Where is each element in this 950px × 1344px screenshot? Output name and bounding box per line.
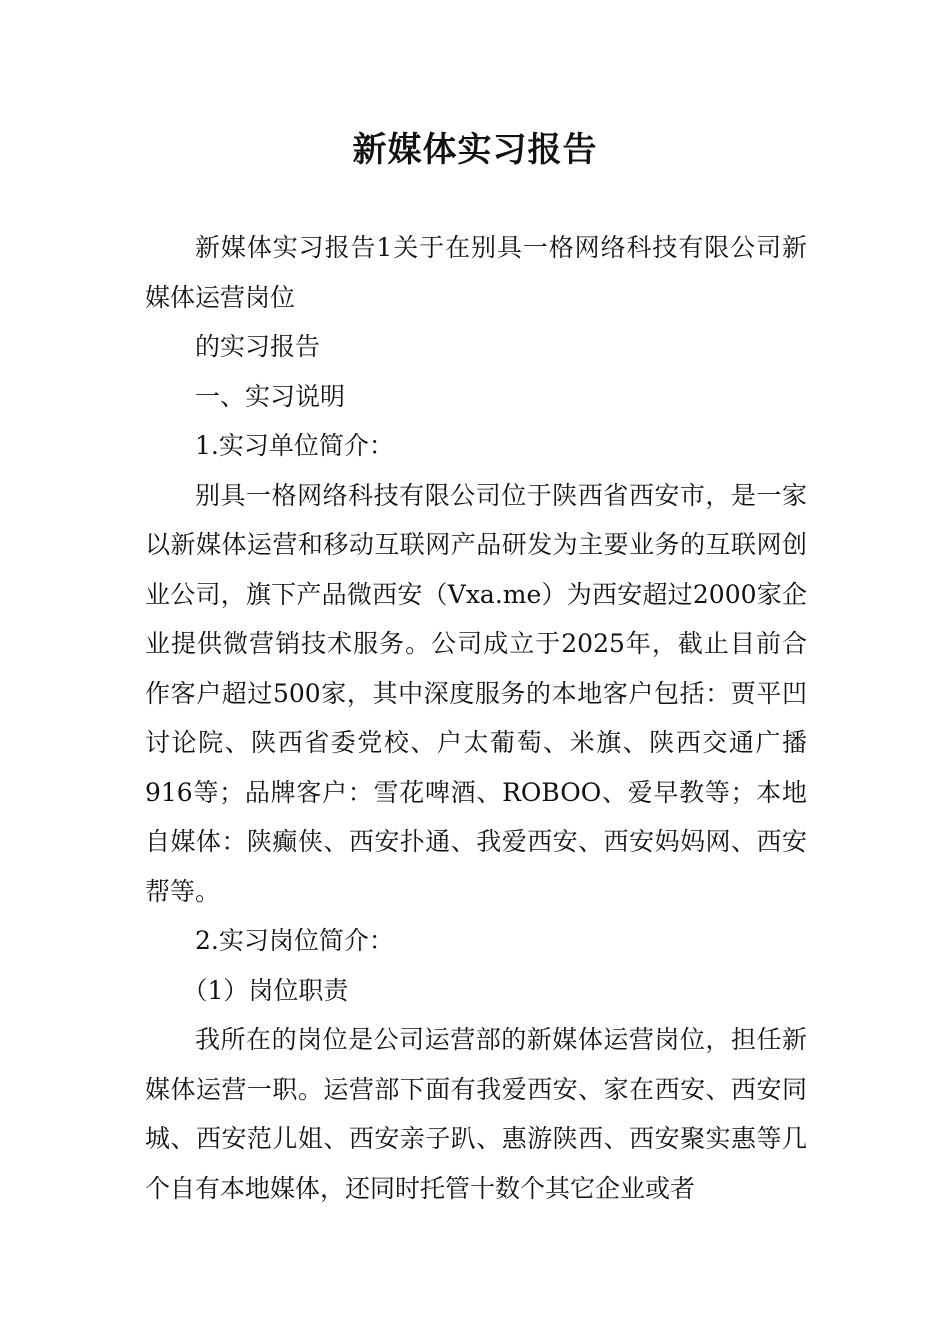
subheading-job-duties: （1）岗位职责	[182, 975, 349, 1005]
section-heading-internship-description: 一、实习说明	[195, 381, 346, 411]
subheading-company-intro: 1.实习单位简介：	[195, 431, 394, 460]
document-title: 新媒体实习报告	[352, 130, 598, 170]
paragraph-intro: 新媒体实习报告1关于在别具一格网络科技有限公司新媒体运营岗位	[145, 233, 807, 312]
paragraph-company-description: 别具一格网络科技有限公司位于陕西省西安市，是一家以新媒体运营和移动互联网产品研发为主要业务的互联网创业公司，旗下产品微西安（Vxa.me）为西安超过2000家企业提供微营销技术服务。公司成立于2025年，截止目前合作客户超过500家，其中深度服务的本地客户包括：贾平凹讨论院、陕西省委党校、户太葡萄、米旗、陕西交通广播916等；品牌客户：雪花啤酒、ROBOO、爱早教等；本地自媒体：陕癫侠、西安扑通、我爱西安、西安妈妈网、西安帮等。	[145, 480, 807, 906]
subheading-position-intro: 2.实习岗位简介：	[195, 926, 394, 955]
paragraph-job-description: 我所在的岗位是公司运营部的新媒体运营岗位，担任新媒体运营一职。运营部下面有我爱西安、家在西安、西安同城、西安范儿姐、西安亲子趴、惠游陕西、西安聚实惠等几个自有本地媒体，还同时托管十数个其它企业或者	[145, 1025, 807, 1203]
document-body	[145, 223, 807, 1213]
paragraph-intro-continued: 的实习报告	[195, 332, 321, 361]
